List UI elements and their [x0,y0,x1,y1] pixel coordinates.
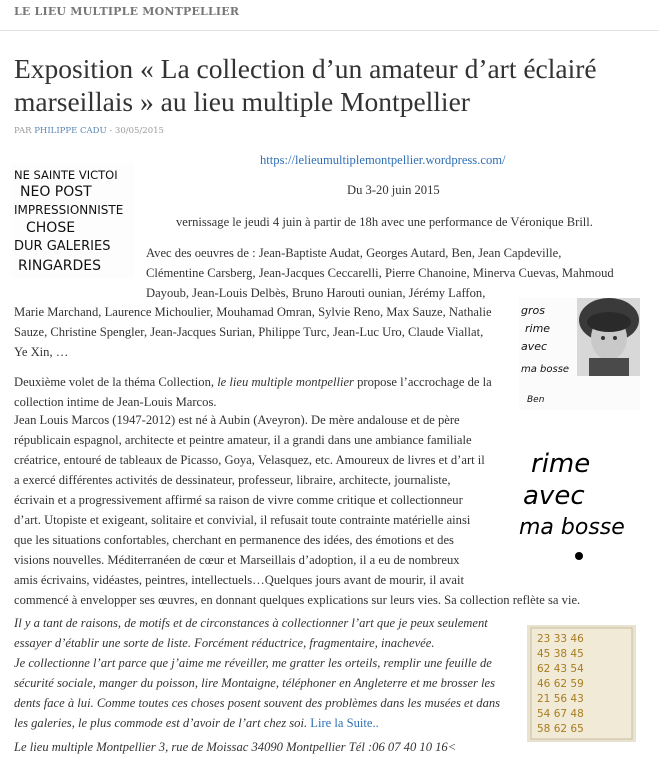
artwork-1-line: NE SAINTE VICTOI [14,168,118,182]
artwork-2-drawing [519,298,640,410]
bio-line: d’art. Utopiste et exigeant, solitaire et convivial, il refusait toute contrainte matérielle ainsi [14,513,471,527]
bio-line: créatrice, entouré de tableaux de Picasso, Goya, Velasquez, etc. Amoureux de livres et d’art il [14,453,485,467]
artwork-4-line: 62 43 54 [537,663,584,675]
artwork-2-line: rime [525,322,551,335]
intro-text: propose l’accrochage de la [353,375,492,389]
quote-line: sécurité sociale, manger du poisson, lire Montaigne, téléphoner en Angleterre et me brosser les [14,676,496,690]
bio-line: visions nouvelles. Méditerranéen de cœur et Marseillais d’adoption, il a eu de nombreux [14,553,460,567]
artwork-4-line: 23 33 46 [537,633,584,645]
intro-text: collection intime de Jean-Louis Marcos. [14,395,217,409]
intro-venue: le lieu multiple montpellier [217,375,354,389]
artists-line: Sauze, Christine Spengler, Jean-Jacques Surian, Philippe Turc, Jean-Luc Uro, Claude Viallat, [14,325,484,339]
intro-text: Deuxième volet de la théma Collection, [14,375,218,389]
bio-line: écrivain et a progressivement affirmé sa raison de vivre comme critique et collectionneur [14,493,463,507]
post-date: - 30/05/2015 [106,126,164,136]
artwork-4-drawing [527,625,636,742]
external-site-link[interactable]: https://lelieumultiplemontpellier.wordpress.com/ [260,153,506,167]
quote-paragraph [14,613,500,733]
artwork-3-line: rime [531,449,591,479]
artwork-image-1 [12,163,134,278]
artwork-1-line: CHOSE [26,220,76,236]
artwork-4-line: 58 62 65 [537,723,584,735]
artwork-2-line: gros [521,304,545,317]
artwork-1-line: DUR GALERIES [14,239,111,254]
artists-line: Clémentine Carsberg, Jean-Jacques Ceccarelli, Pierre Chanoine, Minerva Cuevas, Mahmoud [146,266,614,280]
artwork-3-line: avec [523,481,585,511]
bio-line: amis écrivains, vidéastes, peintres, intellectuels…Quelques jours avant de mourir, il avait [14,573,464,587]
bio-line: commencé à envelopper ses œuvres, en donnant quelques explications sur leurs vies. Sa collection reflète sa vie. [14,593,581,607]
artists-line: Ye Xin, … [14,345,69,359]
vernissage-text: vernissage le jeudi 4 juin à partir de 18h avec une performance de Véronique Brill. [176,215,593,229]
bio-line: a exercé différentes activités de dessinateur, professeur, libraire, architecte, journaliste, [14,473,451,487]
quote-line: les galeries, le plus commode est d’avoir de l’art chez soi. [14,716,311,730]
artwork-1-drawing [12,163,134,278]
biography-paragraph [14,410,580,610]
exhibition-dates: Du 3-20 juin 2015 [347,183,440,197]
post-title[interactable]: Exposition « La collection d’un amateur d’art éclairé marseillais » au lieu multiple Montpellier [14,53,597,117]
post-url-line [260,150,506,170]
artwork-4-line: 21 56 43 [537,693,584,705]
author-link[interactable]: PHILIPPE CADU [34,126,107,136]
artwork-4-line: 45 38 45 [537,648,584,660]
bio-line: que les situations confortables, cherchant en permanence des idées, des émotions et des [14,533,454,547]
quote-line: Il y a tant de raisons, de motifs et de circonstances à collectionner l’art que je peux seulement [14,616,488,630]
venue-address: Le lieu multiple Montpellier 3, rue de Moissac 34090 Montpellier Tél :06 07 40 10 16< [14,740,457,754]
artwork-3-line: ma bosse [519,515,625,540]
artwork-4-line: 46 62 59 [537,678,584,690]
intro-paragraph [14,372,492,412]
artwork-1-line: RINGARDES [18,258,101,274]
artwork-2-line: Ben [527,395,545,405]
artwork-1-line: IMPRESSIONNISTE [14,203,124,217]
read-more-link[interactable]: Lire la Suite.. [310,716,379,730]
site-title[interactable]: LE LIEU MULTIPLE MONTPELLIER [14,5,240,18]
quote-line: essayer d’établir une sorte de liste. Forcément réductrice, fragmentaire, inachevée. [14,636,435,650]
artwork-1-line: NEO POST [20,184,92,200]
byline-prefix: PAR [14,126,35,136]
artwork-2-line: avec [521,340,548,353]
artists-line: Avec des oeuvres de : Jean-Baptiste Audat, Georges Autard, Ben, Jean Capdeville, [146,246,562,260]
artists-line: Marie Marchand, Laurence Michoulier, Mouhamad Omran, Sylvie Reno, Max Sauze, Nathalie [14,305,492,319]
byline [14,126,164,136]
artists-line: Dayoub, Jean-Louis Delbès, Bruno Harouti ounian, Jérémy Laffon, [146,286,486,300]
bio-line: républicain espagnol, architecte et peintre amateur, il a grandi dans une ambiance familiale [14,433,472,447]
quote-line: Je collectionne l’art parce que j’aime me réveiller, me gratter les orteils, remplir une feuille de [14,656,492,670]
artwork-4-line: 54 67 48 [537,708,584,720]
artwork-2-line: ma bosse [521,364,570,375]
artwork-image-2 [519,298,640,410]
quote-line: dents face à lui. Comme toutes ces choses posent souvent des problèmes dans les musées et dans [14,696,501,710]
bio-line: Jean Louis Marcos (1947-2012) est né à Aubin (Aveyron). De mère andalouse et de père [14,413,460,427]
artwork-image-4 [527,625,636,742]
site-header [0,0,659,31]
